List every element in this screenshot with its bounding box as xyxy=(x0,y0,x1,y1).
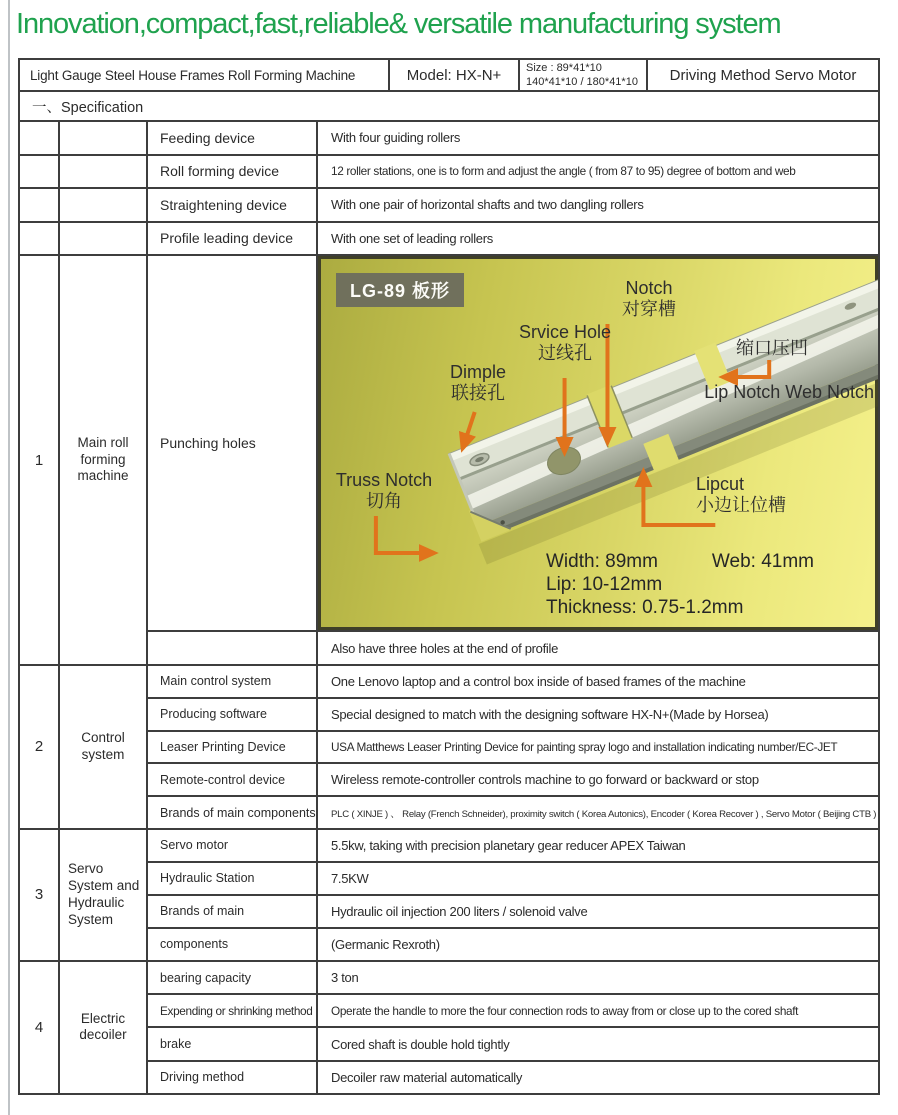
profile-dimensions xyxy=(546,550,814,620)
empty-cell xyxy=(18,189,60,223)
row-label: bearing capacity xyxy=(148,962,318,995)
row-value: USA Matthews Leaser Printing Device for painting spray logo and installation indicating number/EC-JET xyxy=(318,732,880,765)
figure-badge: LG-89 板形 xyxy=(336,273,464,307)
row-value: Also have three holes at the end of profile xyxy=(318,632,880,666)
section-2 xyxy=(18,666,880,830)
section-group: Servo System and Hydraulic System xyxy=(60,830,148,962)
section-4 xyxy=(18,962,880,1095)
section-group: Main roll forming machine xyxy=(60,256,148,666)
lipcut-label-cn: 小边让位槽 xyxy=(696,495,786,516)
empty-cell xyxy=(18,156,60,190)
figure-label-dimple xyxy=(418,362,538,404)
row-value: With one pair of horizontal shafts and two dangling rollers xyxy=(318,189,880,223)
intro-rows xyxy=(18,122,880,256)
dim-web: Web: 41mm xyxy=(711,551,814,572)
size-cell xyxy=(520,58,648,92)
section-group: Electric decoiler xyxy=(60,962,148,1095)
empty-cell xyxy=(60,156,148,190)
figure-label-service-hole xyxy=(503,322,627,364)
table-header-row xyxy=(18,58,880,92)
section-number: 2 xyxy=(18,666,60,830)
row-value: Hydraulic oil injection 200 liters / solenoid valve xyxy=(318,896,880,929)
row-value: Special designed to match with the designing software HX-N+(Made by Horsea) xyxy=(318,699,880,732)
row-label: Brands of main xyxy=(148,896,318,929)
section-heading: 一、Specification xyxy=(18,92,880,122)
dim-thickness: Thickness: 0.75-1.2mm xyxy=(546,597,744,619)
section-number: 4 xyxy=(18,962,60,1095)
figure-label-lip-web-notch: Lip Notch Web Notch xyxy=(704,382,874,402)
spec-table xyxy=(18,58,880,1095)
row-label: Producing software xyxy=(148,699,318,732)
dim-width: Width: 89mm xyxy=(546,551,658,572)
row-value: 5.5kw, taking with precision planetary gear reducer APEX Taiwan xyxy=(318,830,880,863)
page-margin-rule xyxy=(8,0,10,1115)
profile-figure-cell xyxy=(318,256,880,632)
empty-cell xyxy=(60,122,148,156)
driving-method-cell: Driving Method Servo Motor xyxy=(648,58,880,92)
row-label: components xyxy=(148,929,318,962)
section-number: 3 xyxy=(18,830,60,962)
figure-label-truss-notch xyxy=(324,470,444,512)
empty-cell xyxy=(18,122,60,156)
service-hole-label-cn: 过线孔 xyxy=(538,343,592,364)
row-value: 3 ton xyxy=(318,962,880,995)
row-value: With one set of leading rollers xyxy=(318,223,880,257)
empty-cell xyxy=(60,189,148,223)
model-cell: Model: HX-N+ xyxy=(390,58,520,92)
row-label: Roll forming device xyxy=(148,156,318,190)
dimple-label-en: Dimple xyxy=(449,362,506,382)
figure-label-shrink: 缩口压凹 xyxy=(736,338,808,358)
notch-label-cn: 对穿槽 xyxy=(622,299,676,320)
row-label: Remote-control device xyxy=(148,764,318,797)
row-value: (Germanic Rexroth) xyxy=(318,929,880,962)
row-label: Expending or shrinking method xyxy=(148,995,318,1028)
empty-cell xyxy=(60,223,148,257)
page-title: Innovation,compact,fast,reliable& versatile manufacturing system xyxy=(16,8,781,40)
section-3 xyxy=(18,830,880,962)
row-label: Punching holes xyxy=(148,256,318,632)
row-value: Wireless remote-controller controls machine to go forward or backward or stop xyxy=(318,764,880,797)
row-value: PLC ( XINJE ) 、 Relay (French Schneider), proximity switch ( Korea Autonics), Encoder ( Korea Recover ) , Servo Motor ( Beijing CTB ) xyxy=(318,797,880,830)
notch-label-en: Notch xyxy=(625,278,673,298)
row-label: Straightening device xyxy=(148,189,318,223)
dim-lip: Lip: 10-12mm xyxy=(546,574,663,596)
profile-photo xyxy=(318,256,878,630)
row-label: Leaser Printing Device xyxy=(148,732,318,765)
row-value: With four guiding rollers xyxy=(318,122,880,156)
row-label: Servo motor xyxy=(148,830,318,863)
row-value: Operate the handle to more the four connection rods to away from or close up to the cored shaft xyxy=(318,995,880,1028)
section-heading-row xyxy=(18,92,880,122)
figure-label-lipcut xyxy=(696,474,786,516)
section-group: Control system xyxy=(60,666,148,830)
size-line1: Size : 89*41*10 xyxy=(526,61,602,74)
row-label: Main control system xyxy=(148,666,318,699)
truss-notch-label-en: Truss Notch xyxy=(335,470,433,490)
machine-name-cell: Light Gauge Steel House Frames Roll Forming Machine xyxy=(18,58,390,92)
row-label: Driving method xyxy=(148,1062,318,1095)
row-label: brake xyxy=(148,1028,318,1061)
empty-label-cell xyxy=(148,632,318,666)
figure-label-notch xyxy=(589,278,709,320)
row-label: Brands of main components xyxy=(148,797,318,830)
row-label: Profile leading device xyxy=(148,223,318,257)
row-value: One Lenovo laptop and a control box inside of based frames of the machine xyxy=(318,666,880,699)
truss-notch-label-cn: 切角 xyxy=(366,491,402,512)
row-label: Hydraulic Station xyxy=(148,863,318,896)
row-label: Feeding device xyxy=(148,122,318,156)
row-value: 12 roller stations, one is to form and adjust the angle ( from 87 to 95) degree of bottom and web xyxy=(318,156,880,190)
row-value: Cored shaft is double hold tightly xyxy=(318,1028,880,1061)
empty-cell xyxy=(18,223,60,257)
section-number: 1 xyxy=(18,256,60,666)
section-1 xyxy=(18,256,880,666)
lipcut-label-en: Lipcut xyxy=(696,474,745,494)
dimple-label-cn: 联接孔 xyxy=(451,383,505,404)
row-value: 7.5KW xyxy=(318,863,880,896)
size-line2: 140*41*10 / 180*41*10 xyxy=(526,76,638,88)
row-value: Decoiler raw material automatically xyxy=(318,1062,880,1095)
service-hole-label-en: Srvice Hole xyxy=(518,322,612,342)
